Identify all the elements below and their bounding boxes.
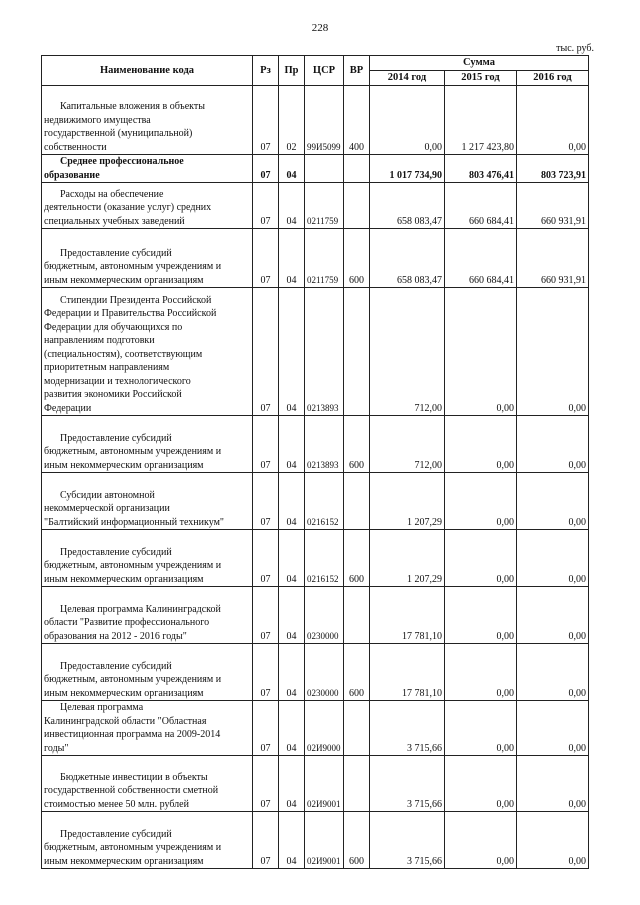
row-rz: 07 bbox=[253, 756, 279, 812]
table-body bbox=[42, 86, 589, 869]
table-row bbox=[42, 756, 589, 812]
row-vr bbox=[344, 155, 370, 183]
row-name-line: образования на 2012 - 2016 годы" bbox=[44, 630, 187, 642]
row-name-line: Предоставление субсидий bbox=[60, 432, 172, 444]
row-name-line: некоммерческой организации bbox=[44, 503, 170, 514]
units-label: тыс. руб. bbox=[556, 43, 594, 54]
row-amount-2014: 1 207,29 bbox=[370, 530, 445, 587]
row-name-line: Стипендии Президента Российской bbox=[60, 294, 212, 306]
row-amount-2015: 803 476,41 bbox=[445, 155, 517, 183]
row-amount-2016: 0,00 bbox=[517, 530, 589, 587]
row-amount-2014: 3 715,66 bbox=[370, 701, 445, 756]
header-2014: 2014 год bbox=[370, 71, 445, 86]
row-name bbox=[42, 644, 253, 701]
row-rz: 07 bbox=[253, 288, 279, 416]
row-pr: 04 bbox=[279, 756, 305, 812]
row-amount-2016: 0,00 bbox=[517, 756, 589, 812]
row-amount-2014: 0,00 bbox=[370, 86, 445, 155]
row-vr bbox=[344, 701, 370, 756]
row-name bbox=[42, 288, 253, 416]
row-csr: 0213893 bbox=[305, 288, 344, 416]
table-row bbox=[42, 416, 589, 473]
row-name-line: приоритетным направлениям bbox=[44, 362, 170, 373]
row-name-line: иным некоммерческим организациям bbox=[44, 274, 204, 286]
row-vr bbox=[344, 473, 370, 530]
header-pr: Пр bbox=[279, 56, 305, 86]
row-csr: 02И9001 bbox=[305, 812, 344, 869]
row-name-line: образование bbox=[44, 169, 100, 181]
row-name-line: Предоставление субсидий bbox=[60, 546, 172, 558]
row-amount-2014: 1 207,29 bbox=[370, 473, 445, 530]
header-2015: 2015 год bbox=[445, 71, 517, 86]
header-sum: Сумма bbox=[370, 56, 589, 71]
row-pr: 04 bbox=[279, 812, 305, 869]
row-amount-2015: 0,00 bbox=[445, 530, 517, 587]
row-name-line: направлениям подготовки bbox=[44, 335, 155, 346]
row-csr: 0230000 bbox=[305, 644, 344, 701]
row-amount-2014: 3 715,66 bbox=[370, 756, 445, 812]
row-rz: 07 bbox=[253, 812, 279, 869]
row-name-line: Предоставление субсидий bbox=[60, 660, 172, 672]
table-row bbox=[42, 183, 589, 229]
row-amount-2015: 660 684,41 bbox=[445, 183, 517, 229]
row-amount-2015: 0,00 bbox=[445, 587, 517, 644]
row-amount-2015: 0,00 bbox=[445, 756, 517, 812]
row-amount-2016: 0,00 bbox=[517, 288, 589, 416]
header-rz: Рз bbox=[253, 56, 279, 86]
row-name bbox=[42, 155, 253, 183]
row-pr: 04 bbox=[279, 644, 305, 701]
row-name-line: Федерации bbox=[44, 402, 92, 414]
row-name bbox=[42, 416, 253, 473]
table-row bbox=[42, 473, 589, 530]
table-row bbox=[42, 644, 589, 701]
row-amount-2015: 0,00 bbox=[445, 812, 517, 869]
row-amount-2015: 1 217 423,80 bbox=[445, 86, 517, 155]
row-amount-2015: 0,00 bbox=[445, 416, 517, 473]
row-csr bbox=[305, 155, 344, 183]
row-name bbox=[42, 86, 253, 155]
row-csr: 02И9000 bbox=[305, 701, 344, 756]
row-name-line: Федерации для обучающихся по bbox=[44, 321, 183, 333]
row-name bbox=[42, 756, 253, 812]
row-name-line: Среднее профессиональное bbox=[60, 156, 184, 167]
table-row bbox=[42, 229, 589, 288]
row-pr: 04 bbox=[279, 416, 305, 473]
row-vr bbox=[344, 756, 370, 812]
row-rz: 07 bbox=[253, 530, 279, 587]
row-rz: 07 bbox=[253, 183, 279, 229]
row-rz: 07 bbox=[253, 155, 279, 183]
row-rz: 07 bbox=[253, 229, 279, 288]
row-name-line: годы" bbox=[44, 742, 69, 754]
row-pr: 04 bbox=[279, 183, 305, 229]
row-name-line: бюджетным, автономным учреждениям и bbox=[44, 446, 222, 457]
row-rz: 07 bbox=[253, 86, 279, 155]
table-row bbox=[42, 288, 589, 416]
row-name bbox=[42, 812, 253, 869]
row-amount-2014: 3 715,66 bbox=[370, 812, 445, 869]
row-name-line: государственной (муниципальной) bbox=[44, 128, 193, 139]
row-name-line: Целевая программа bbox=[60, 702, 144, 713]
row-name bbox=[42, 587, 253, 644]
row-name-line: бюджетным, автономным учреждениям и bbox=[44, 261, 222, 272]
row-vr: 400 bbox=[344, 86, 370, 155]
row-amount-2015: 660 684,41 bbox=[445, 229, 517, 288]
row-name bbox=[42, 183, 253, 229]
row-pr: 04 bbox=[279, 288, 305, 416]
row-amount-2015: 0,00 bbox=[445, 701, 517, 756]
row-rz: 07 bbox=[253, 644, 279, 701]
row-amount-2014: 1 017 734,90 bbox=[370, 155, 445, 183]
row-amount-2016: 803 723,91 bbox=[517, 155, 589, 183]
row-csr: 0213893 bbox=[305, 416, 344, 473]
row-pr: 04 bbox=[279, 473, 305, 530]
row-vr bbox=[344, 288, 370, 416]
row-name-line: государственной собственности сметной bbox=[44, 785, 219, 796]
row-name-line: "Балтийский информационный техникум" bbox=[44, 516, 224, 528]
row-vr: 600 bbox=[344, 644, 370, 701]
row-name-line: бюджетным, автономным учреждениям и bbox=[44, 674, 222, 685]
row-name-line: иным некоммерческим организациям bbox=[44, 687, 204, 699]
header-2016: 2016 год bbox=[517, 71, 589, 86]
row-name-line: Бюджетные инвестиции в объекты bbox=[60, 771, 208, 783]
row-name-line: специальных учебных заведений bbox=[44, 215, 185, 227]
row-csr: 02И9001 bbox=[305, 756, 344, 812]
row-amount-2016: 0,00 bbox=[517, 473, 589, 530]
row-vr: 600 bbox=[344, 530, 370, 587]
row-name-line: собственности bbox=[44, 141, 107, 153]
row-name-line: модернизации и технологического bbox=[44, 375, 191, 387]
row-name-line: Расходы на обеспечение bbox=[60, 188, 164, 200]
row-amount-2016: 0,00 bbox=[517, 416, 589, 473]
row-amount-2016: 660 931,91 bbox=[517, 183, 589, 229]
row-csr: 0216152 bbox=[305, 473, 344, 530]
row-amount-2016: 0,00 bbox=[517, 812, 589, 869]
table-row bbox=[42, 155, 589, 183]
row-name-line: Целевая программа Калининградской bbox=[60, 603, 221, 615]
row-name bbox=[42, 473, 253, 530]
row-name-line: иным некоммерческим организациям bbox=[44, 573, 204, 585]
row-vr: 600 bbox=[344, 812, 370, 869]
budget-table bbox=[41, 55, 589, 869]
row-name-line: развития экономики Российской bbox=[44, 389, 182, 400]
row-csr: 0216152 bbox=[305, 530, 344, 587]
row-amount-2016: 0,00 bbox=[517, 587, 589, 644]
row-vr bbox=[344, 587, 370, 644]
row-name-line: (специальностям), соответствующим bbox=[44, 348, 203, 360]
row-name-line: Капитальные вложения в объекты bbox=[60, 101, 205, 112]
row-name-line: инвестиционная программа на 2009-2014 bbox=[44, 729, 221, 740]
row-name-line: области "Развитие профессионального bbox=[44, 617, 210, 628]
row-csr: 0211759 bbox=[305, 183, 344, 229]
row-name bbox=[42, 701, 253, 756]
row-pr: 04 bbox=[279, 530, 305, 587]
table-row bbox=[42, 587, 589, 644]
row-name-line: Субсидии автономной bbox=[60, 489, 155, 501]
row-amount-2014: 17 781,10 bbox=[370, 587, 445, 644]
row-csr: 99И5099 bbox=[305, 86, 344, 155]
row-amount-2015: 0,00 bbox=[445, 644, 517, 701]
row-amount-2014: 17 781,10 bbox=[370, 644, 445, 701]
page-number: 228 bbox=[311, 22, 329, 34]
table-row bbox=[42, 701, 589, 756]
row-csr: 0211759 bbox=[305, 229, 344, 288]
row-amount-2014: 658 083,47 bbox=[370, 183, 445, 229]
row-pr: 04 bbox=[279, 701, 305, 756]
row-amount-2014: 658 083,47 bbox=[370, 229, 445, 288]
row-name bbox=[42, 229, 253, 288]
row-name-line: иным некоммерческим организациям bbox=[44, 855, 204, 867]
row-rz: 07 bbox=[253, 587, 279, 644]
row-pr: 02 bbox=[279, 86, 305, 155]
row-amount-2016: 0,00 bbox=[517, 644, 589, 701]
row-vr bbox=[344, 183, 370, 229]
header-name: Наименование кода bbox=[42, 56, 253, 86]
row-csr: 0230000 bbox=[305, 587, 344, 644]
row-amount-2014: 712,00 bbox=[370, 288, 445, 416]
row-amount-2016: 0,00 bbox=[517, 701, 589, 756]
row-name-line: Федерации и Правительства Российской bbox=[44, 308, 217, 319]
row-name-line: Предоставление субсидий bbox=[60, 828, 172, 840]
row-name-line: бюджетным, автономным учреждениям и bbox=[44, 842, 222, 853]
row-name-line: деятельности (оказание услуг) средних bbox=[44, 202, 212, 213]
row-pr: 04 bbox=[279, 229, 305, 288]
header-csr: ЦСР bbox=[305, 56, 344, 86]
row-rz: 07 bbox=[253, 473, 279, 530]
row-rz: 07 bbox=[253, 416, 279, 473]
row-name bbox=[42, 530, 253, 587]
row-amount-2016: 660 931,91 bbox=[517, 229, 589, 288]
row-vr: 600 bbox=[344, 229, 370, 288]
row-pr: 04 bbox=[279, 155, 305, 183]
table-row bbox=[42, 530, 589, 587]
row-amount-2015: 0,00 bbox=[445, 288, 517, 416]
row-name-line: Предоставление субсидий bbox=[60, 247, 172, 259]
table-row bbox=[42, 86, 589, 155]
row-amount-2014: 712,00 bbox=[370, 416, 445, 473]
table-row bbox=[42, 812, 589, 869]
row-vr: 600 bbox=[344, 416, 370, 473]
row-amount-2015: 0,00 bbox=[445, 473, 517, 530]
row-name-line: иным некоммерческим организациям bbox=[44, 459, 204, 471]
row-amount-2016: 0,00 bbox=[517, 86, 589, 155]
row-name-line: недвижимого имущества bbox=[44, 114, 151, 126]
row-name-line: Калининградской области "Областная bbox=[44, 715, 207, 727]
header-vr: ВР bbox=[344, 56, 370, 86]
row-rz: 07 bbox=[253, 701, 279, 756]
row-name-line: стоимостью менее 50 млн. рублей bbox=[44, 798, 189, 810]
row-pr: 04 bbox=[279, 587, 305, 644]
row-name-line: бюджетным, автономным учреждениям и bbox=[44, 560, 222, 571]
